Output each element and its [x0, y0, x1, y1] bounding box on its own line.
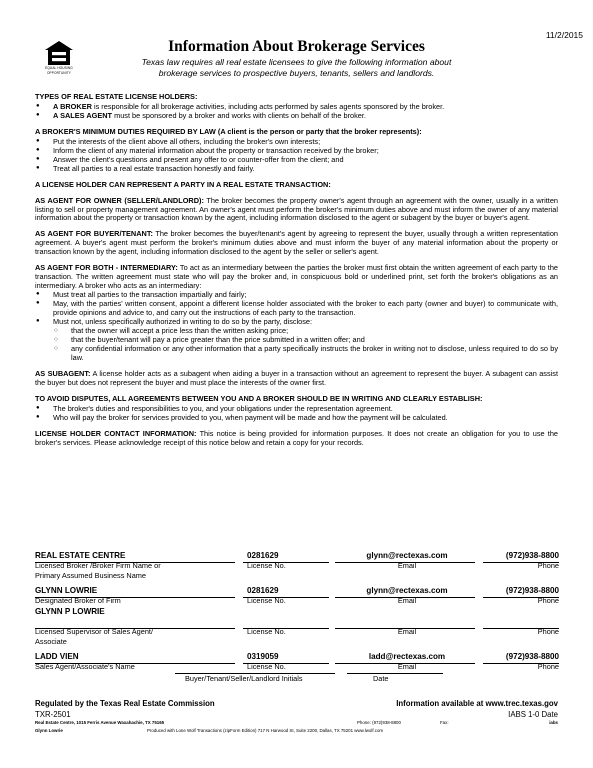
- subagent-term: AS SUBAGENT:: [35, 368, 91, 378]
- info-link[interactable]: Information available at www.trec.texas.gov: [396, 699, 558, 708]
- owner-agent-paragraph: [35, 197, 558, 224]
- supervisor-label-2: Associate: [35, 637, 67, 646]
- regulated-text: Regulated by the Texas Real Estate Commission: [35, 699, 215, 708]
- minimum-duties-heading: A BROKER'S MINIMUM DUTIES REQUIRED BY LAW (A client is the person or party that the broker represents):: [35, 126, 422, 136]
- sales-agent-phone-field[interactable]: (972)938-8800: [505, 652, 559, 661]
- sales-agent-field[interactable]: LADD VIEN: [35, 652, 79, 661]
- phone-label: Phone: [537, 561, 559, 570]
- email-label: Email: [397, 627, 417, 636]
- supervisor-field[interactable]: GLYNN P LOWRIE: [35, 607, 105, 616]
- designated-email-field[interactable]: glynn@rectexas.com: [366, 586, 448, 595]
- firm-name-field[interactable]: REAL ESTATE CENTRE: [35, 551, 126, 560]
- office-phone: Phone: (972)938-8800: [357, 720, 401, 725]
- subagent-paragraph: [35, 370, 558, 388]
- phone-label: Phone: [537, 596, 559, 605]
- sales-agent-license-field[interactable]: 0319059: [247, 652, 279, 661]
- contact-label-row-2: [35, 572, 558, 582]
- signature-row: [35, 666, 558, 686]
- email-label: Email: [397, 561, 417, 570]
- disputes-heading: TO AVOID DISPUTES, ALL AGREEMENTS BETWEEN YOU AND A BROKER SHOULD BE IN WRITING AND CLEARLY ESTABLISH:: [35, 393, 483, 403]
- intermediary-text: To act as an intermediary between the parties the broker must first obtain the written agreement of each party to the transaction. The written agreement must state who will pay the broker and, in conspicuous bold or underlined print, set forth the broker's obligations as an intermediary. A broker who acts as an intermediary:: [35, 263, 559, 291]
- firm-email-field[interactable]: glynn@rectexas.com: [366, 551, 448, 560]
- intermediary-paragraph: [35, 264, 558, 291]
- intermediary-term: AS AGENT FOR BOTH - INTERMEDIARY:: [35, 263, 178, 273]
- office-address: Real Estate Centre, 1015 Ferris Avenue Waxahachie, TX 75165: [35, 720, 165, 725]
- sub-list-item: ○ any confidential information or any other information that a party specifically instructs the broker in writing not to disclose, unless required to do so by law.: [35, 345, 558, 363]
- contact-info-text: This notice is being provided for information purposes. It does not create an obligation for you to use the broker's services. Please acknowledge receipt of this notice below and retain a copy for your records.: [35, 428, 559, 447]
- designated-phone-field[interactable]: (972)938-8800: [505, 586, 559, 595]
- represent-heading: A LICENSE HOLDER CAN REPRESENT A PARTY IN A REAL ESTATE TRANSACTION:: [35, 179, 331, 189]
- subtitle-line-1: Texas law requires all real estate licensees to give the following information about: [141, 57, 452, 67]
- document-name: iabs: [549, 720, 558, 725]
- license-types-heading: TYPES OF REAL ESTATE LICENSE HOLDERS:: [35, 92, 198, 101]
- term: A BROKER: [53, 101, 92, 111]
- designated-broker-label: Designated Broker of Firm: [35, 596, 121, 605]
- list-item: ● Who will pay the broker for services provided to you, when payment will be made and how the payment will be calculated.: [35, 414, 558, 423]
- firm-name-label-2: Primary Assumed Business Name: [35, 571, 147, 580]
- minimum-duties-section: [35, 128, 558, 174]
- supervisor-label: Licensed Supervisor of Sales Agent/: [35, 627, 153, 636]
- form-version: IABS 1-0 Date: [508, 710, 558, 719]
- firm-name-label: Licensed Broker /Broker Firm Name or: [35, 561, 161, 570]
- email-label: Email: [397, 662, 417, 671]
- office-fax: Fax:: [440, 720, 449, 725]
- phone-label: Phone: [537, 627, 559, 636]
- agent-name: Glynn Lowrie: [35, 728, 63, 733]
- designated-broker-field[interactable]: GLYNN LOWRIE: [35, 586, 98, 595]
- term-text: must be sponsored by a broker and works with clients on behalf of the broker.: [112, 110, 366, 120]
- footer-line-3: [35, 720, 558, 728]
- phone-label: Phone: [537, 662, 559, 671]
- contact-info-term: LICENSE HOLDER CONTACT INFORMATION:: [35, 428, 197, 438]
- contact-label-row-2: [35, 638, 558, 648]
- intermediary-section: [35, 264, 558, 362]
- buyer-agent-text: The broker becomes the buyer/tenant's agent by agreeing to represent the buyer, usually through a written representation agreement. A buyer's agent must perform the broker's minimum duties above and must inform the buyer of any material information about the property or transaction known by the agent, including information disclosed to the agent by the seller or seller's agent.: [35, 229, 558, 257]
- owner-agent-text: The broker becomes the property owner's agent through an agreement with the owner, usually in a written listing to sell or property management agreement. An owner's agent must perform the broker's minimum duties above and must inform the owner of any material information about the property or transaction known by the agent, including information disclosed to the agent or subagent by the buyer or buyer's agent.: [35, 195, 558, 223]
- license-types-section: [35, 93, 558, 121]
- list-item: ● Must not, unless specifically authorized in writing to do so by the party, disclose:: [35, 318, 558, 327]
- contact-label-row: [35, 597, 558, 607]
- license-label: License No.: [247, 561, 286, 570]
- logo-caption-1: EQUAL HOUSING: [45, 66, 73, 70]
- buyer-agent-paragraph: [35, 230, 558, 257]
- produced-by: Produced with Lone Wolf Transactions (zipForm Edition) 717 N Harwood St, Suite 2200, Dallas, TX 75201 www.lwolf.com: [147, 728, 384, 733]
- contact-row-supervisor: [35, 607, 558, 618]
- list-item: ● Inform the client of any material information about the property or transaction received by the broker;: [35, 147, 558, 156]
- footer-line-1: [35, 699, 558, 710]
- list-item: ● Must treat all parties to the transaction impartially and fairly;: [35, 291, 558, 300]
- document-body: [35, 93, 558, 447]
- subagent-text: A license holder acts as a subagent when aiding a buyer in a transaction without an agreement to represent the buyer. A subagent can assist the buyer but does not represent the buyer and must place the interests of the owner first.: [35, 368, 558, 387]
- footer-line-4: [35, 728, 558, 736]
- contact-info-paragraph: [35, 430, 558, 448]
- firm-license-field[interactable]: 0281629: [247, 551, 279, 560]
- page-footer: [35, 699, 558, 736]
- page-title: Information About Brokerage Services: [168, 38, 425, 55]
- list-item: ● Treat all parties to a real estate transaction honestly and fairly.: [35, 165, 558, 174]
- term-text: is responsible for all brokerage activities, including acts performed by sales agents sponsored by the broker.: [91, 101, 445, 111]
- list-item: ● Put the interests of the client above all others, including the broker's own interests;: [35, 138, 558, 147]
- sub-list-item: ○ that the buyer/tenant will pay a price greater than the price submitted in a written offer; and: [35, 336, 558, 345]
- footer-line-2: [35, 710, 558, 720]
- list-item: ● Answer the client's questions and present any offer to or counter-offer from the client; and: [35, 156, 558, 165]
- form-date: 11/2/2015: [545, 30, 583, 40]
- contact-table: [35, 551, 558, 673]
- date-line[interactable]: [347, 673, 443, 674]
- license-label: License No.: [247, 662, 286, 671]
- disputes-section: [35, 395, 558, 423]
- buyer-agent-term: AS AGENT FOR BUYER/TENANT:: [35, 229, 153, 239]
- license-label: License No.: [247, 627, 286, 636]
- designated-license-field[interactable]: 0281629: [247, 586, 279, 595]
- license-label: License No.: [247, 596, 286, 605]
- sub-list-item: ○ that the owner will accept a price less than the written asking price;: [35, 327, 558, 336]
- sales-agent-email-field[interactable]: ladd@rectexas.com: [368, 652, 446, 661]
- initials-label: Buyer/Tenant/Seller/Landlord Initials: [185, 674, 303, 683]
- list-item: ● May, with the parties' written consent, appoint a different license holder associated with the broker to each party (owner and buyer) to communicate with, provide opinions and advice to, and carry out the instructions of each party to the transaction.: [35, 300, 558, 318]
- firm-phone-field[interactable]: (972)938-8800: [505, 551, 559, 560]
- owner-agent-term: AS AGENT FOR OWNER (SELLER/LANDLORD):: [35, 195, 204, 205]
- email-label: Email: [397, 596, 417, 605]
- sales-agent-label: Sales Agent/Associate's Name: [35, 662, 135, 671]
- form-id: TXR-2501: [35, 710, 71, 719]
- contact-label-row: [35, 628, 558, 638]
- list-item: [35, 112, 558, 121]
- date-label: Date: [373, 674, 389, 683]
- subtitle-line-2: brokerage services to prospective buyers, tenants, sellers and landlords.: [158, 67, 435, 78]
- term: A SALES AGENT: [53, 110, 113, 120]
- page-subtitle: [100, 57, 493, 78]
- logo-caption-2: OPPORTUNITY: [46, 70, 72, 75]
- list-item: ● The broker's duties and responsibilities to you, and your obligations under the representation agreement.: [35, 405, 558, 414]
